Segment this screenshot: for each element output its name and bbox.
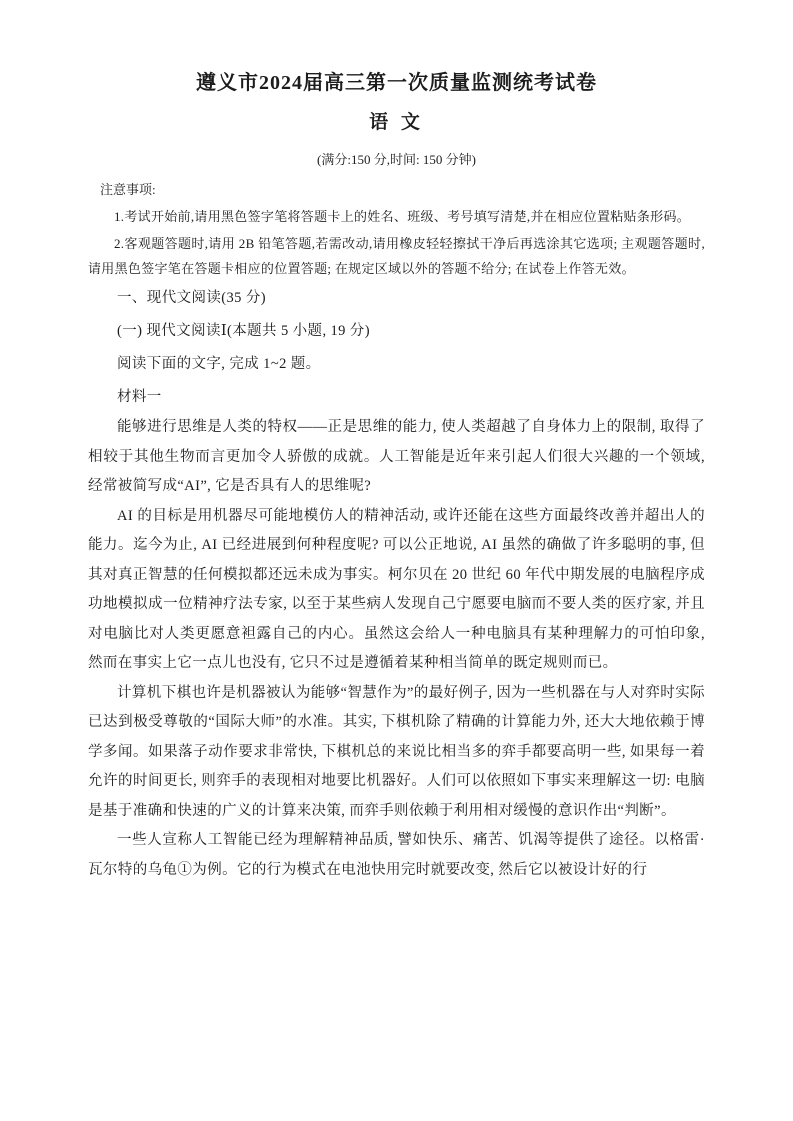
material-label: 材料一 (117, 389, 162, 405)
subsection-heading: (一) 现代文阅读Ⅰ(本题共 5 小题, 19 分) (117, 323, 370, 339)
paragraph-3: 计算机下棋也许是机器被认为能够“智慧作为”的最好例子, 因为一些机器在与人对弈时实际已达到极受尊敬的“国际大师”的水准。其实, 下棋机除了精确的计算能力外, 还大大地依赖于博学多闻。如果落子动作要求非常快, 下棋机总的来说比相当多的弈手都要高明一些, 如果每一着允许的时间更长, 则弈手的表现相对地要比机器好。人们可以依照如下事实来理解这一切: 电脑是基于准确和快速的广义的计算来决策, 而弈手则依赖于利用相对缓慢的意识作出“判断”。 (88, 684, 705, 819)
notice-item-1: 1.考试开始前,请用黑色签字笔将答题卡上的姓名、班级、考号填写清楚,并在相应位置粘贴条形码。 (114, 209, 691, 224)
notice-item-2: 2.客观题答题时,请用 2B 铅笔答题,若需改动,请用橡皮轻轻擦拭干净后再选涂其它选项; 主观题答题时,请用黑色签字笔在答题卡相应的位置答题; 在规定区域以外的答题不给分; 在试卷上作答无效。 (88, 236, 705, 276)
reading-instruction: 阅读下面的文字, 完成 1~2 题。 (117, 356, 321, 372)
exam-title: 遵义市2024届高三第一次质量监测统考试卷 (196, 72, 597, 94)
notice-heading: 注意事项: (100, 182, 156, 197)
paragraph-2: AI 的目标是用机器尽可能地模仿人的精神活动, 或许还能在这些方面最终改善并超出人的能力。迄今为止, AI 已经进展到何种程度呢? 可以公正地说, AI 虽然的确做了许多聪明的事, 但其对真正智慧的任何模拟都还远未成为事实。柯尔贝在 20 世纪 60 年代中期发展的电脑程序成功地模拟成一位精神疗法专家, 以至于某些病人发现自己宁愿要电脑而不要人类的医疗家, 并且对电脑比对人类更愿意袒露自己的内心。虽然这会给人一种电脑具有某种理解力的可怕印象, 然而在事实上它一点儿也没有, 它只不过是遵循着某种相当简单的既定规则而已。 (88, 507, 705, 671)
paragraph-4: 一些人宣称人工智能已经为理解精神品质, 譬如快乐、痛苦、饥渴等提供了途径。以格雷·瓦尔特的乌龟①为例。它的行为模式在电池快用完时就要改变, 然后它以被设计好的行 (88, 832, 705, 878)
subject-title: 语 文 (369, 112, 424, 133)
score-time-line: (满分:150 分,时间: 150 分钟) (317, 152, 476, 167)
section-heading: 一、现代文阅读(35 分) (117, 290, 266, 306)
paragraph-1: 能够进行思维是人类的特权——正是思维的能力, 使人类超越了自身体力上的限制, 取得了相较于其他生物而言更加令人骄傲的成就。人工智能是近年来引起人们很大兴趣的一个领域, 经常被简写成“AI”, 它是否具有人的思维呢? (88, 419, 705, 494)
